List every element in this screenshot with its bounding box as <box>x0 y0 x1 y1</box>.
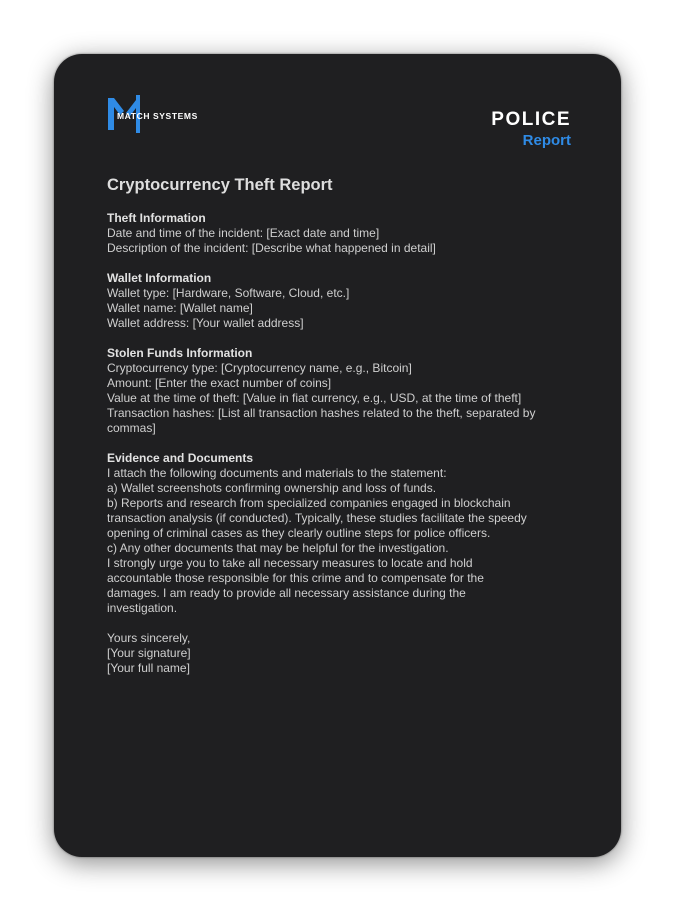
text-line: b) Reports and research from specialized companies engaged in blockchain <box>107 496 511 510</box>
section-heading: Wallet Information <box>107 271 212 285</box>
text-line: Wallet type: [Hardware, Software, Cloud, etc.] <box>107 286 350 300</box>
section-evidence-and-documents <box>107 451 582 616</box>
badge-main-label: POLICE <box>491 109 571 130</box>
brand-name: MATCH SYSTEMS <box>117 111 198 121</box>
text-line: damages. I am ready to provide all necessary assistance during the <box>107 586 466 600</box>
text-line: I strongly urge you to take all necessary measures to locate and hold <box>107 556 473 570</box>
text-line: I attach the following documents and materials to the statement: <box>107 466 447 480</box>
report-card <box>54 54 621 857</box>
brand-logo <box>106 94 226 134</box>
section-heading: Stolen Funds Information <box>107 346 253 360</box>
signature-placeholder: [Your signature] <box>107 646 191 660</box>
closing-salutation: Yours sincerely, <box>107 631 191 645</box>
document-body <box>107 174 582 691</box>
text-line: Date and time of the incident: [Exact date and time] <box>107 226 380 240</box>
text-line: Wallet address: [Your wallet address] <box>107 316 304 330</box>
text-line: a) Wallet screenshots confirming ownership and loss of funds. <box>107 481 437 495</box>
text-line: accountable those responsible for this crime and to compensate for the <box>107 571 484 585</box>
police-report-badge <box>491 110 571 151</box>
text-line: Cryptocurrency type: [Cryptocurrency name, e.g., Bitcoin] <box>107 361 412 375</box>
text-line: transaction analysis (if conducted). Typically, these studies facilitate the speedy <box>107 511 527 525</box>
badge-sub-label: Report <box>522 132 571 149</box>
text-line: Amount: [Enter the exact number of coins] <box>107 376 332 390</box>
closing-block <box>107 631 582 676</box>
text-line: Transaction hashes: [List all transaction hashes related to the theft, separated by <box>107 406 536 420</box>
text-line: c) Any other documents that may be helpful for the investigation. <box>107 541 449 555</box>
document-title: Cryptocurrency Theft Report <box>107 176 333 194</box>
text-line: Value at the time of theft: [Value in fiat currency, e.g., USD, at the time of theft] <box>107 391 522 405</box>
text-line: commas] <box>107 421 156 435</box>
section-theft-information <box>107 211 582 256</box>
section-heading: Evidence and Documents <box>107 451 254 465</box>
text-line: investigation. <box>107 601 178 615</box>
text-line: Description of the incident: [Describe what happened in detail] <box>107 241 436 255</box>
section-heading: Theft Information <box>107 211 206 225</box>
text-line: Wallet name: [Wallet name] <box>107 301 253 315</box>
text-line: opening of criminal cases as they clearly outline steps for police officers. <box>107 526 491 540</box>
section-stolen-funds-information <box>107 346 582 436</box>
section-wallet-information <box>107 271 582 331</box>
full-name-placeholder: [Your full name] <box>107 661 190 675</box>
